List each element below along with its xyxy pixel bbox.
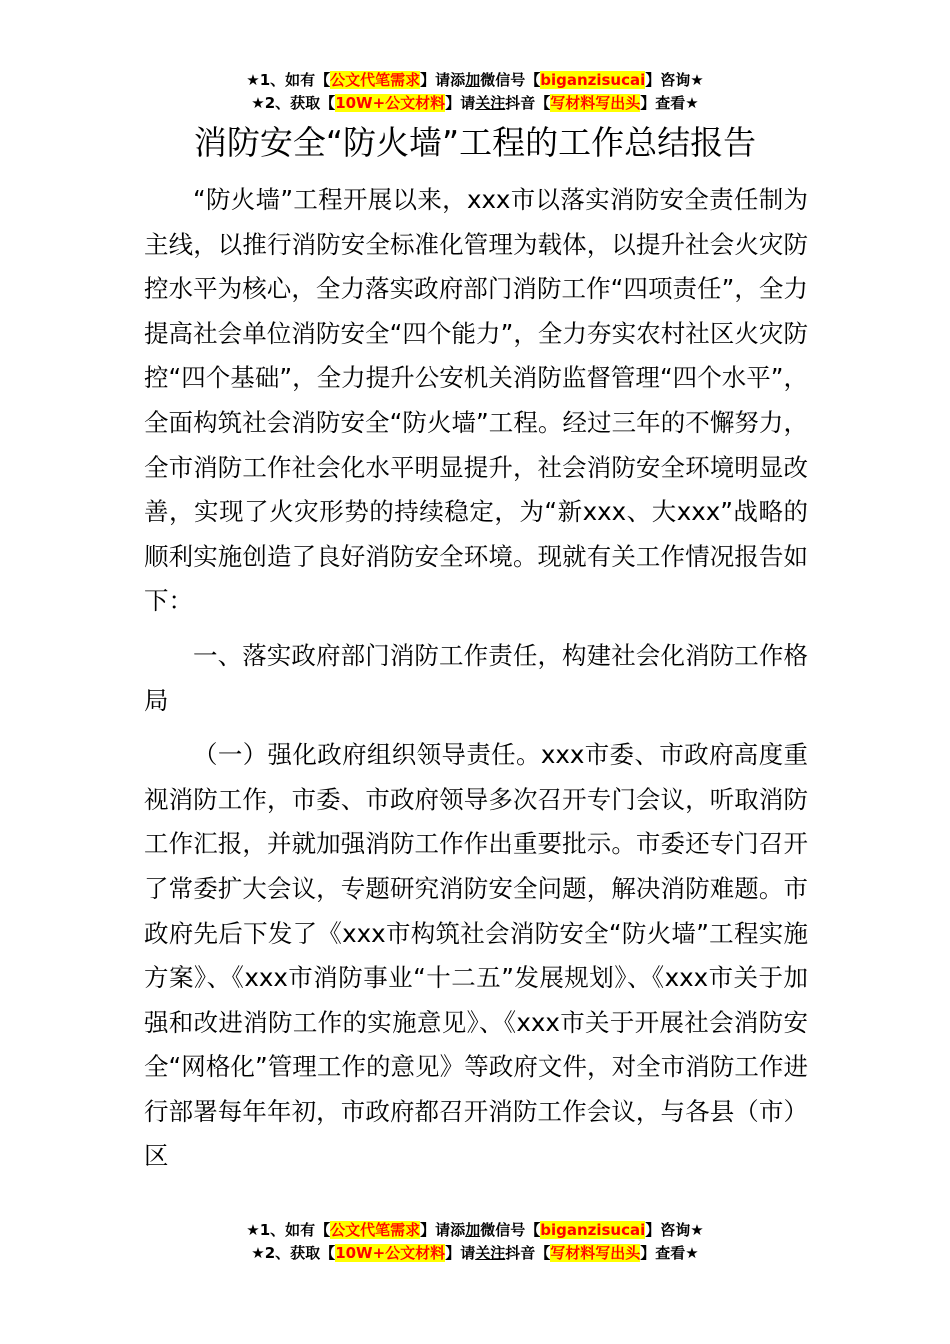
- promo-highlight: biganzisucai: [540, 1221, 646, 1239]
- promo-line-1: [0, 69, 950, 92]
- promo-highlight: 10W+公文材料: [335, 1244, 446, 1262]
- promo-underlined: 关注: [475, 94, 506, 112]
- promo-text: ★2、获取【: [251, 1244, 336, 1262]
- promo-line-2: [0, 1242, 950, 1265]
- promo-banner-top: [0, 69, 950, 115]
- section-heading: 一、落实政府部门消防工作责任，构建社会化消防工作格局: [144, 640, 808, 715]
- promo-line-1: [0, 1219, 950, 1242]
- subsection-paragraph: （一）强化政府组织领导责任。xxx市委、市政府高度重视消防工作，市委、市政府领导多次召开专门会议，听取消防工作汇报，并就加强消防工作作出重要批示。市委还专门召开了常委扩大会议，专题研究消防安全问题，解决消防难题。市政府先后下发了《xxx市构筑社会消防安全“防火墙”工程实施方案》、《xxx市消防事业“十二五”发展规划》、《xxx市关于加强和改进消防工作的实施意见》、《xxx市关于开展社会消防安全“网格化”管理工作的意见》等政府文件，对全市消防工作进行部署每年年初，市政府都召开消防工作会议，与各县（市）区: [144, 740, 808, 1171]
- document-title: 消防安全“防火墙”工程的工作总结报告: [193, 123, 757, 162]
- promo-highlight: biganzisucai: [540, 71, 646, 89]
- promo-text: 】查看★: [640, 1244, 699, 1262]
- promo-underlined: 加: [465, 1221, 481, 1239]
- promo-text: 】咨询★: [645, 71, 704, 89]
- promo-text: 】请添: [420, 1221, 466, 1239]
- promo-highlight: 公文代笔需求: [330, 71, 421, 89]
- promo-highlight: 公文代笔需求: [330, 1221, 421, 1239]
- promo-text: 抖音【: [505, 94, 551, 112]
- promo-text: 抖音【: [505, 1244, 551, 1262]
- promo-text: 微信号【: [480, 1221, 541, 1239]
- promo-text: 】请添: [420, 71, 466, 89]
- promo-text: 】查看★: [640, 94, 699, 112]
- promo-banner-bottom: [0, 1219, 950, 1265]
- promo-text: ★1、如有【: [246, 1221, 331, 1239]
- promo-line-2: [0, 92, 950, 115]
- promo-underlined: 关注: [475, 1244, 506, 1262]
- promo-text: 微信号【: [480, 71, 541, 89]
- promo-highlight: 10W+公文材料: [335, 94, 446, 112]
- promo-text: 】咨询★: [645, 1221, 704, 1239]
- promo-highlight: 写材料写出头: [550, 94, 641, 112]
- promo-text: ★1、如有【: [246, 71, 331, 89]
- intro-paragraph: “防火墙”工程开展以来，xxx市以落实消防安全责任制为主线，以推行消防安全标准化管理为载体，以提升社会火灾防控水平为核心，全力落实政府部门消防工作“四项责任”，全力提高社会单位消防安全“四个能力”，全力夯实农村社区火灾防控“四个基础”，全力提升公安机关消防监督管理“四个水平”，全面构筑社会消防安全“防火墙”工程。经过三年的不懈努力，全市消防工作社会化水平明显提升，社会消防安全环境明显改善，实现了火灾形势的持续稳定，为“新xxx、大xxx”战略的顺利实施创造了良好消防安全环境。现就有关工作情况报告如下：: [144, 185, 808, 616]
- promo-text: 】请: [445, 1244, 476, 1262]
- promo-underlined: 加: [465, 71, 481, 89]
- document-body: [144, 178, 808, 1179]
- promo-text: 】请: [445, 94, 476, 112]
- promo-highlight: 写材料写出头: [550, 1244, 641, 1262]
- promo-text: ★2、获取【: [251, 94, 336, 112]
